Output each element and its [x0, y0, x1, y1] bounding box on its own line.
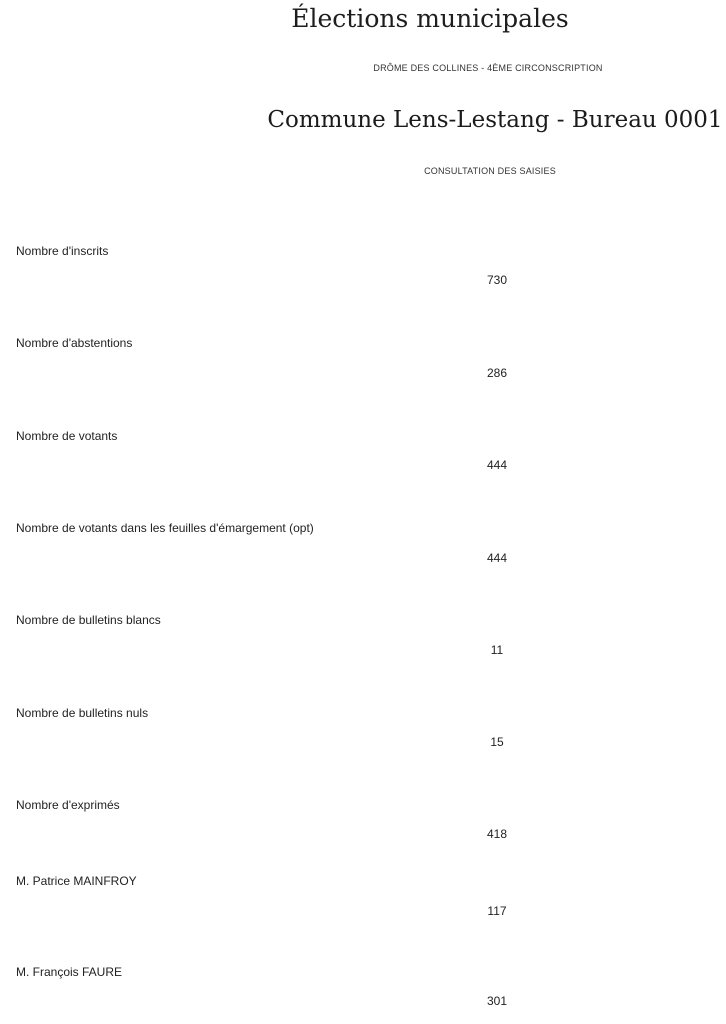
candidate-mainfroy-label: M. Patrice MAINFROY: [16, 874, 137, 888]
abstentions-label: Nombre d'abstentions: [16, 336, 133, 350]
exprimes-value: 418: [486, 827, 508, 841]
bulletins-blancs-label: Nombre de bulletins blancs: [16, 613, 161, 627]
votants-value: 444: [486, 458, 508, 472]
abstentions-value: 286: [486, 366, 508, 380]
exprimes-label: Nombre d'exprimés: [16, 798, 120, 812]
commune-heading: Commune Lens-Lestang - Bureau 0001: [267, 107, 723, 133]
bulletins-blancs-value: 11: [490, 643, 504, 657]
inscrits-value: 730: [486, 273, 508, 287]
inscrits-label: Nombre d'inscrits: [16, 244, 109, 258]
bulletins-nuls-value: 15: [490, 735, 504, 749]
section-title: CONSULTATION DES SAISIES: [424, 166, 556, 176]
candidate-faure-value: 301: [486, 994, 508, 1008]
candidate-faure-label: M. François FAURE: [16, 965, 123, 979]
votants-emargement-label: Nombre de votants dans les feuilles d'émargement (opt): [16, 521, 314, 535]
page-title: Élections municipales: [291, 4, 569, 33]
votants-label: Nombre de votants: [16, 429, 118, 443]
candidate-mainfroy-value: 117: [487, 904, 507, 918]
votants-emargement-value: 444: [486, 551, 508, 565]
bulletins-nuls-label: Nombre de bulletins nuls: [16, 706, 149, 720]
circonscription-subtitle: DRÔME DES COLLINES - 4ÈME CIRCONSCRIPTION: [373, 63, 603, 73]
